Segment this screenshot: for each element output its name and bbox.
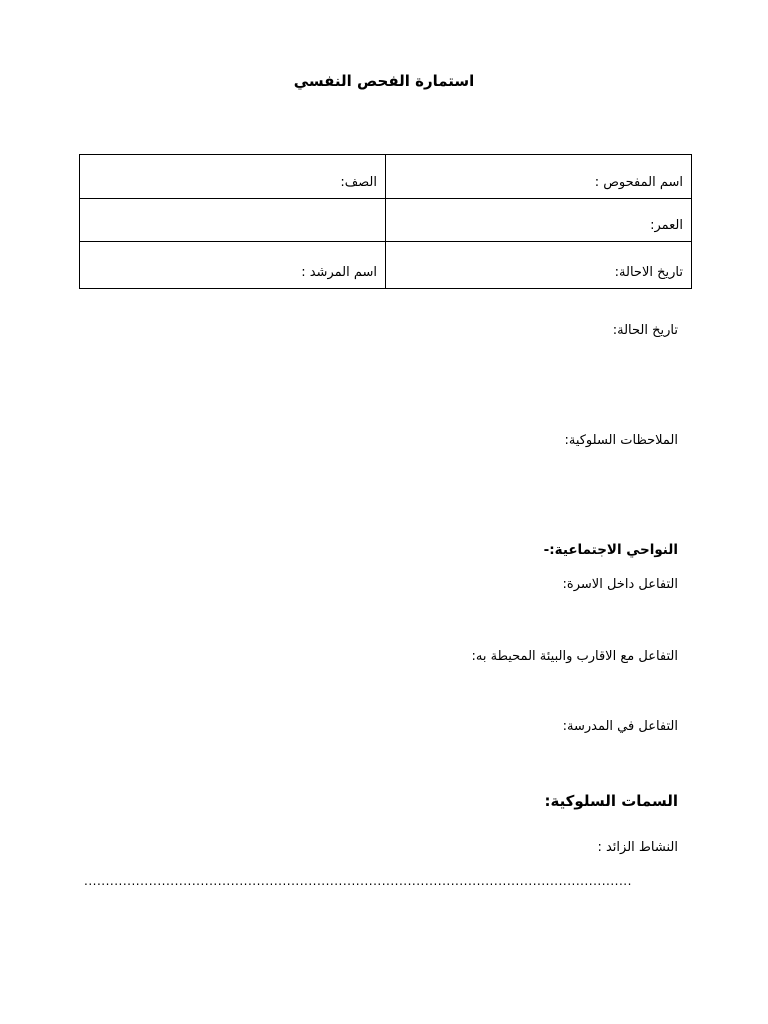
table-row (80, 199, 692, 242)
empty-field[interactable] (80, 199, 386, 242)
school-interaction-label: التفاعل في المدرسة: (562, 719, 678, 734)
table-row (80, 242, 692, 289)
referral-date-field[interactable]: تاريخ الاحالة: (386, 242, 692, 289)
hyperactivity-label: النشاط الزائد : (597, 840, 678, 855)
table-row (80, 155, 692, 199)
dotted-answer-line[interactable]: ............................................................................................................................... (84, 874, 632, 886)
form-title: استمارة الفحص النفسي (293, 72, 475, 90)
relatives-interaction-label: التفاعل مع الاقارب والبيئة المحيطة به: (471, 649, 678, 664)
behavioral-traits-heading: السمات السلوكية: (544, 792, 678, 810)
examinee-name-field[interactable]: اسم المفحوص : (386, 155, 692, 199)
age-field[interactable]: العمر: (386, 199, 692, 242)
case-history-label: تاريخ الحالة: (612, 323, 678, 338)
counselor-name-field[interactable]: اسم المرشد : (80, 242, 386, 289)
family-interaction-label: التفاعل داخل الاسرة: (562, 577, 678, 592)
social-aspects-heading: النواحي الاجتماعية:- (543, 542, 678, 558)
class-field[interactable]: الصف: (80, 155, 386, 199)
info-table (79, 154, 692, 289)
behavioral-notes-label: الملاحظات السلوكية: (564, 433, 678, 448)
